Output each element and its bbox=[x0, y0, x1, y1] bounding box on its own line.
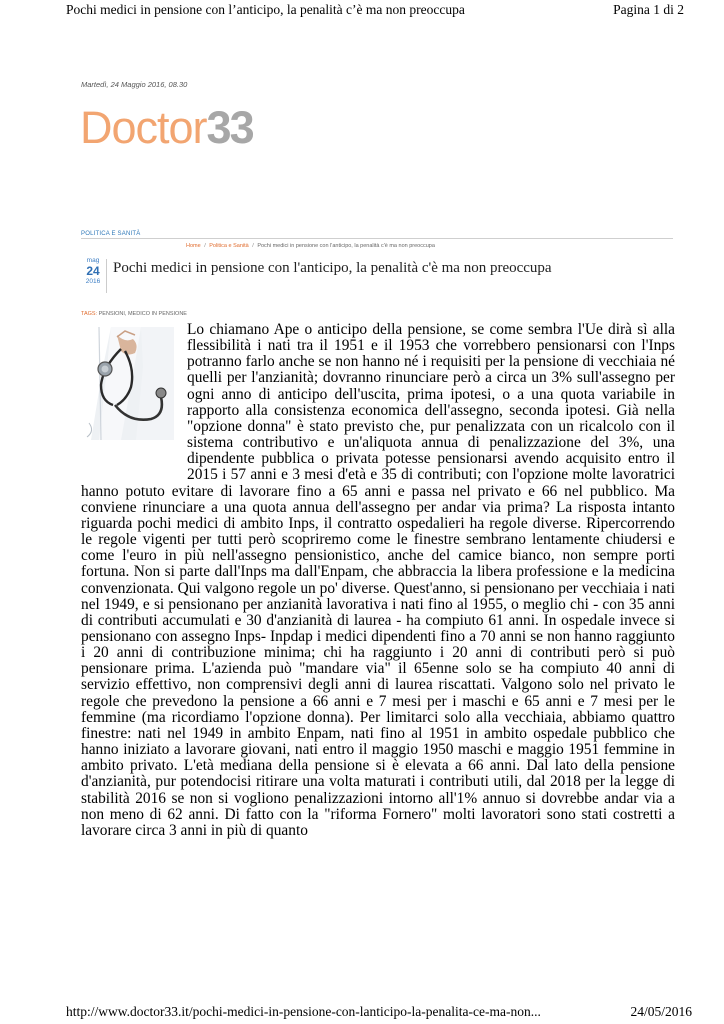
date-day: 24 bbox=[86, 264, 100, 278]
breadcrumb-home[interactable]: Home bbox=[186, 243, 201, 249]
logo-word: Doctor bbox=[80, 102, 207, 153]
tags-line bbox=[81, 311, 187, 317]
date-box-divider bbox=[106, 259, 107, 293]
dateline: Martedì, 24 Maggio 2016, 08.30 bbox=[81, 80, 188, 89]
article-body bbox=[81, 322, 675, 839]
date-month: mag bbox=[86, 257, 100, 264]
doctor33-logo[interactable] bbox=[80, 104, 253, 152]
section-label[interactable]: POLITICA E SANITÀ bbox=[81, 231, 141, 237]
date-year: 2016 bbox=[85, 278, 101, 285]
date-box bbox=[82, 257, 104, 286]
article-title: Pochi medici in pensione con l'anticipo, la penalità c'è ma non preoccupa bbox=[113, 260, 552, 276]
tags-values[interactable]: PENSIONI, MEDICO IN PENSIONE bbox=[98, 311, 187, 317]
print-header-title: Pochi medici in pensione con l’anticipo, la penalità c’è ma non preoccupa bbox=[66, 2, 465, 17]
logo-number: 33 bbox=[206, 102, 253, 153]
article-body-text: Lo chiamano Ape o anticipo della pensione, se come sembra l'Ue dirà sì alla flessibilità i nati tra il 1951 e il 1953 che vorrebbero pensionarsi con l'Inps potranno farlo anche se non hanno né i requisiti per la pensione di vecchiaia né quelli per l'anzianità; dovranno rinunciare però a circa un 3% sull'assegno per ogni anno di anticipo dell'uscita, prima ipotesi, o a una quota variabile in rapporto alla consistenza economica dell'assegno, seconda ipotesi. Già nella "opzione donna" è stato previsto che, pur penalizzata con un ricalcolo con il sistema contributivo e un'aliquota annua di penalizzazione del 3%, una dipendente pubblica o privata potesse pensionarsi avendo acquisito entro il 2015 i 57 anni e 3 mesi d'età e 35 di contributi; con l'opzione molte lavoratrici hanno potuto evitare di lavorare fino a 65 anni e passa nel privato e 66 nel pubblico. Ma conviene rinunciare a una quota annua dell'assegno per andar via prima? La risposta intanto riguarda pochi medici di ambito Inps, il contratto ospedalieri ha regole diverse. Ripercorrendo le regole vigenti per tutti però scopriremo come le finestre sembrano lentamente chiudersi e come l'euro in più nell'assegno pensionistico, anche del camice bianco, non sempre porti fortuna. Non si parte dall'Inps ma dall'Enpam, che abbraccia la libera professione e la medicina convenzionata. Qui valgono regole un po' diverse. Quest'anno, si pensionano per vecchiaia i nati nel 1949, e si pensionano per anzianità lavorativa i nati fino al 1955, o meglio chi - con 35 anni di contributi accumulati e 30 d'anzianità di laurea - ha compiuto 61 anni. In ospedale invece si pensionano con assegno Inps- Inpdap i medici dipendenti fino a 70 anni se non hanno raggiunto i 20 anni di contribuzione minima; chi ha raggiunto i 20 anni di contributi però si può pensionare prima. L'azienda può "mandare via" il 65enne solo se ha compiuto 40 anni di servizio effettivo, non comprensivi degli anni di laurea riscattati. Valgono solo nel privato le regole che prevedono la pensione a 66 anni e 7 mesi per i maschi e 65 anni e 7 mesi per le femmine (ma ricordiamo l'opzione donna). Per limitarci solo alla vecchiaia, abbiamo quattro finestre: nati nel 1949 in ambito Enpam, nati fino al 1951 in ambito ospedale pubblico che hanno iniziato a lavorare giovani, nati entro il maggio 1950 maschi e maggio 1951 femmine in ambito privato. L'età mediana della pensione si è elevata a 66 anni. Dal lato della pensione d'anzianità, pur potendocisi ritirare una volta maturati i contributi utili, dal 2018 per la legge di stabilità 2016 se non si vogliono penalizzazioni intorno all'1% annuo si dovrebbe andar via a non meno di 62 anni. Di fatto con la "riforma Fornero" molti lavoratori sono stati costretti a lavorare circa 3 anni in più di quanto bbox=[81, 321, 675, 839]
breadcrumb-separator: / bbox=[252, 243, 254, 249]
section-divider bbox=[81, 238, 673, 239]
breadcrumb-separator: / bbox=[204, 243, 206, 249]
tags-label: TAGS: bbox=[81, 311, 98, 317]
print-header bbox=[0, 0, 724, 22]
page-number: Pagina 1 di 2 bbox=[613, 2, 684, 17]
breadcrumb-current: Pochi medici in pensione con l'anticipo, la penalità c'è ma non preoccupa bbox=[257, 243, 435, 249]
breadcrumb bbox=[186, 243, 435, 249]
footer-url[interactable]: http://www.doctor33.it/pochi-medici-in-pensione-con-lanticipo-la-penalita-ce-ma-non... bbox=[66, 1004, 541, 1019]
breadcrumb-category[interactable]: Politica e Sanità bbox=[209, 243, 249, 249]
image-float-spacer bbox=[81, 322, 187, 468]
footer-date: 24/05/2016 bbox=[630, 1004, 692, 1019]
